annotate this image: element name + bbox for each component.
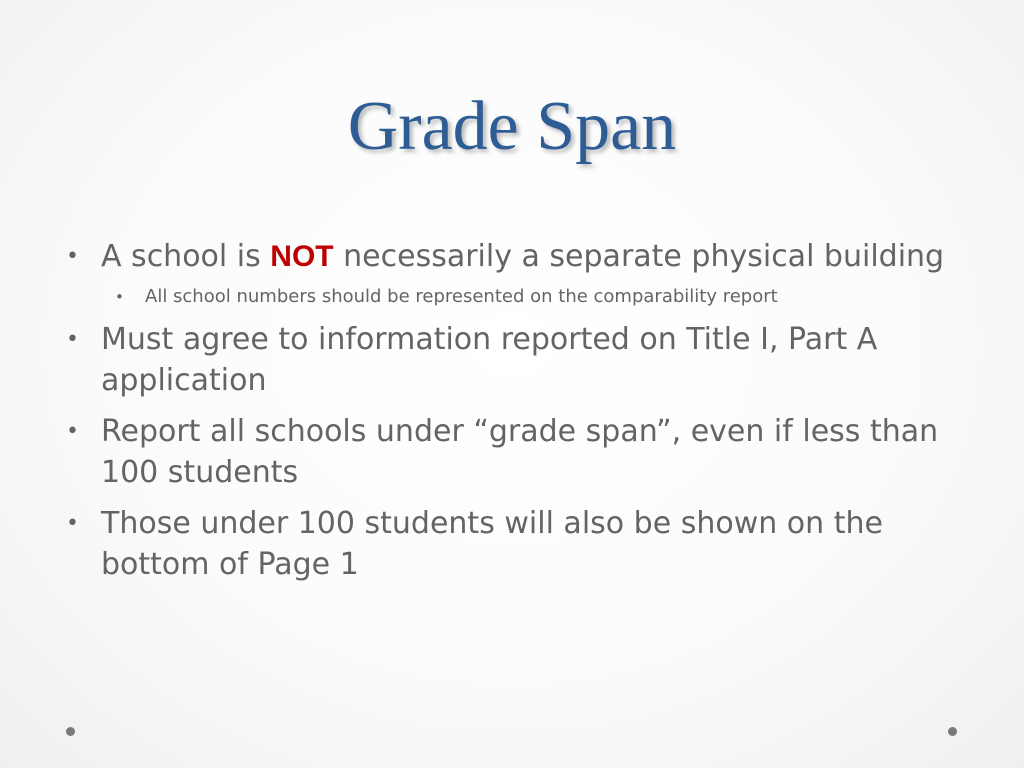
sub-bullet-item bbox=[101, 285, 964, 309]
bullet-text: Report all schools under “grade span”, even if less than 100 students bbox=[101, 414, 939, 490]
sub-bullet-list bbox=[101, 285, 964, 309]
bullet-icon: • bbox=[66, 419, 79, 444]
bullet-icon: • bbox=[66, 511, 79, 536]
bullet-icon: • bbox=[66, 244, 79, 269]
sub-bullet-icon: • bbox=[115, 288, 124, 306]
sub-bullet-text: All school numbers should be represented on the comparability report bbox=[145, 286, 778, 307]
bullet-item bbox=[64, 319, 964, 401]
bullet-emphasis: NOT bbox=[270, 240, 334, 273]
bullet-text: Must agree to information reported on Title I, Part A application bbox=[101, 322, 878, 398]
corner-dot-icon bbox=[948, 727, 957, 736]
bullet-text: Those under 100 students will also be shown on the bottom of Page 1 bbox=[101, 506, 883, 582]
slide-title: Grade Span bbox=[347, 88, 677, 165]
corner-dot-icon bbox=[66, 727, 75, 736]
bullet-text-post: necessarily a separate physical building bbox=[333, 239, 945, 274]
bullet-icon: • bbox=[66, 327, 79, 352]
bullet-text-pre: A school is bbox=[101, 239, 271, 274]
bullet-item bbox=[64, 411, 964, 493]
bullet-list bbox=[64, 236, 964, 595]
bullet-item bbox=[64, 503, 964, 585]
bullet-item bbox=[64, 236, 964, 309]
